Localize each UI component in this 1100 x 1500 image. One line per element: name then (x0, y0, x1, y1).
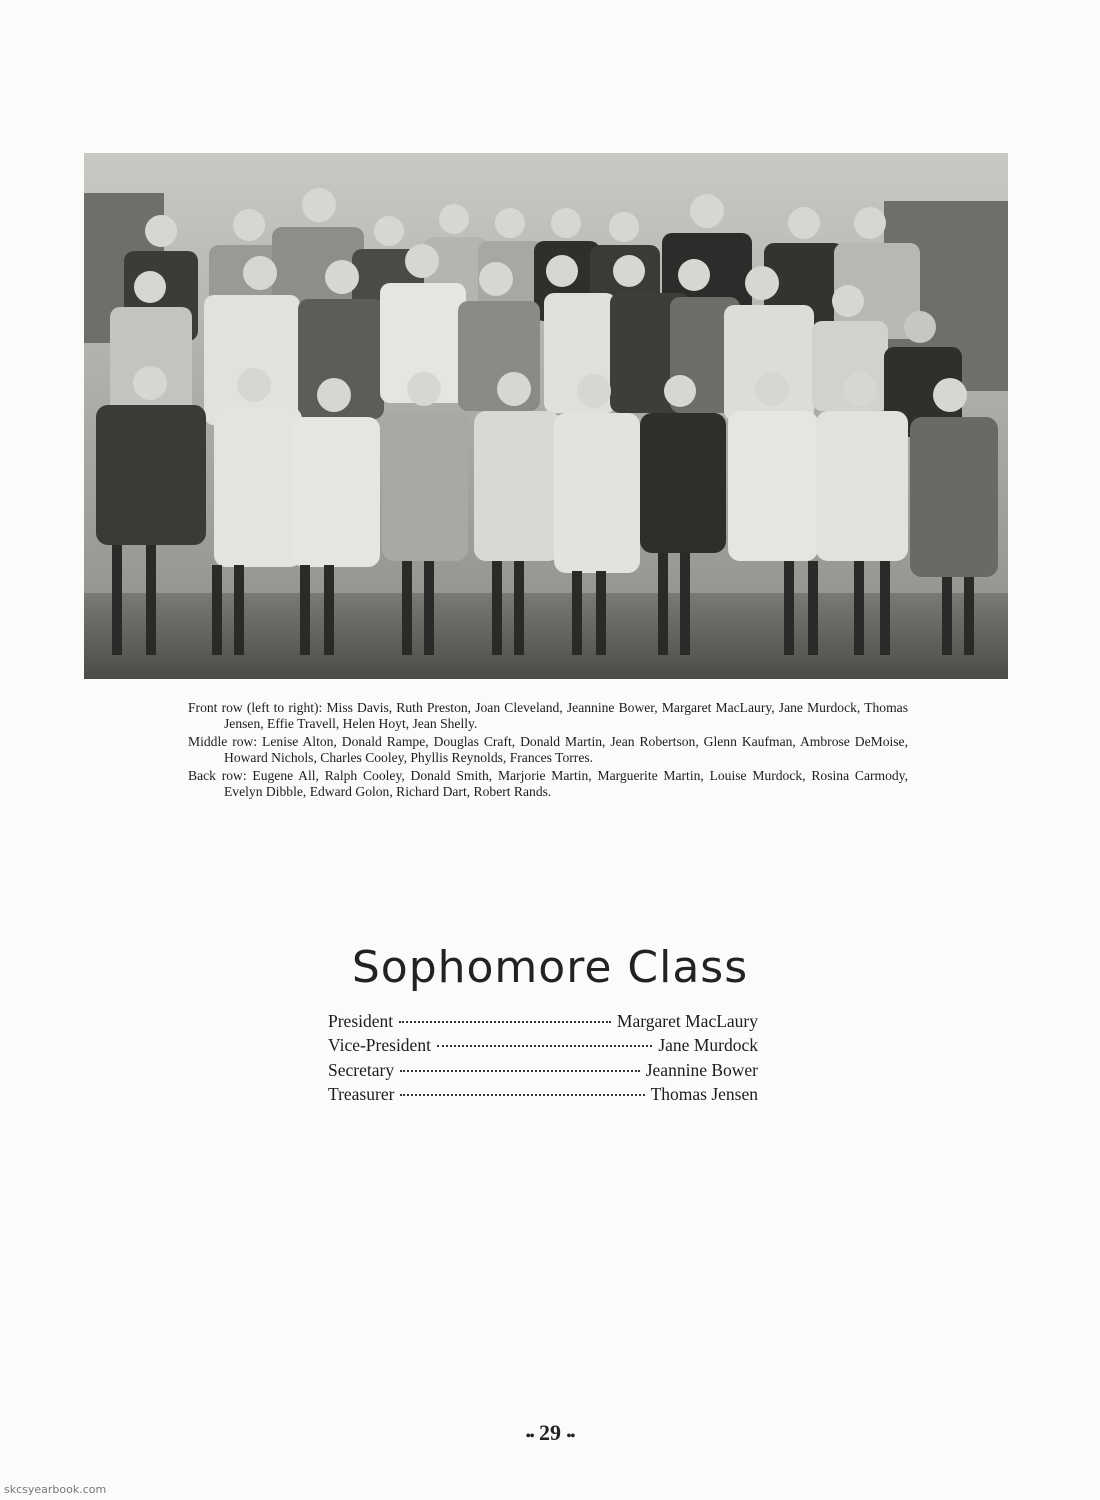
page-number-value: 29 (539, 1420, 561, 1445)
officer-row-vice-president (328, 1033, 758, 1057)
caption-back-row: Back row: Eugene All, Ralph Cooley, Donald Smith, Marjorie Martin, Marguerite Martin, Louise Murdock, Rosina Carmody, Evelyn Dibble, Edward Golon, Richard Dart, Robert Rands. (188, 768, 908, 799)
officer-name: Jeannine Bower (645, 1059, 758, 1080)
caption-front-row: Front row (left to right): Miss Davis, Ruth Preston, Joan Cleveland, Jeannine Bower, Margaret MacLaury, Jane Murdock, Thomas Jensen, Effie Travell, Helen Hoyt, Jean Shelly. (188, 700, 908, 731)
officer-role: Treasurer (328, 1084, 395, 1105)
watermark: skcsyearbook.com (4, 1483, 107, 1496)
leader-dots (400, 1094, 644, 1096)
page-title: Sophomore Class (351, 942, 749, 993)
officer-role: Secretary (328, 1059, 395, 1080)
leader-dots (437, 1045, 652, 1047)
page-number (0, 1420, 1100, 1446)
photo-caption (188, 700, 908, 803)
caption-middle-row: Middle row: Lenise Alton, Donald Rampe, Douglas Craft, Donald Martin, Jean Robertson, Glenn Kaufman, Ambrose DeMoise, Howard Nichols, Charles Cooley, Phyllis Reynolds, Frances Torres. (188, 734, 908, 765)
class-group-photo (84, 153, 1008, 679)
officer-role: President (328, 1011, 394, 1031)
officer-name: Margaret MacLaury (616, 1011, 758, 1031)
officer-row-president (328, 1009, 758, 1033)
leader-dots (400, 1070, 640, 1072)
officer-row-treasurer (328, 1082, 758, 1106)
officer-name: Thomas Jensen (650, 1084, 758, 1105)
officer-role: Vice-President (328, 1035, 431, 1056)
officer-name: Jane Murdock (658, 1035, 758, 1056)
ornament-right: •• (566, 1429, 575, 1444)
leader-dots (399, 1021, 611, 1023)
officer-row-secretary (328, 1058, 758, 1082)
officer-list (328, 1009, 758, 1107)
ornament-left: •• (525, 1429, 534, 1444)
